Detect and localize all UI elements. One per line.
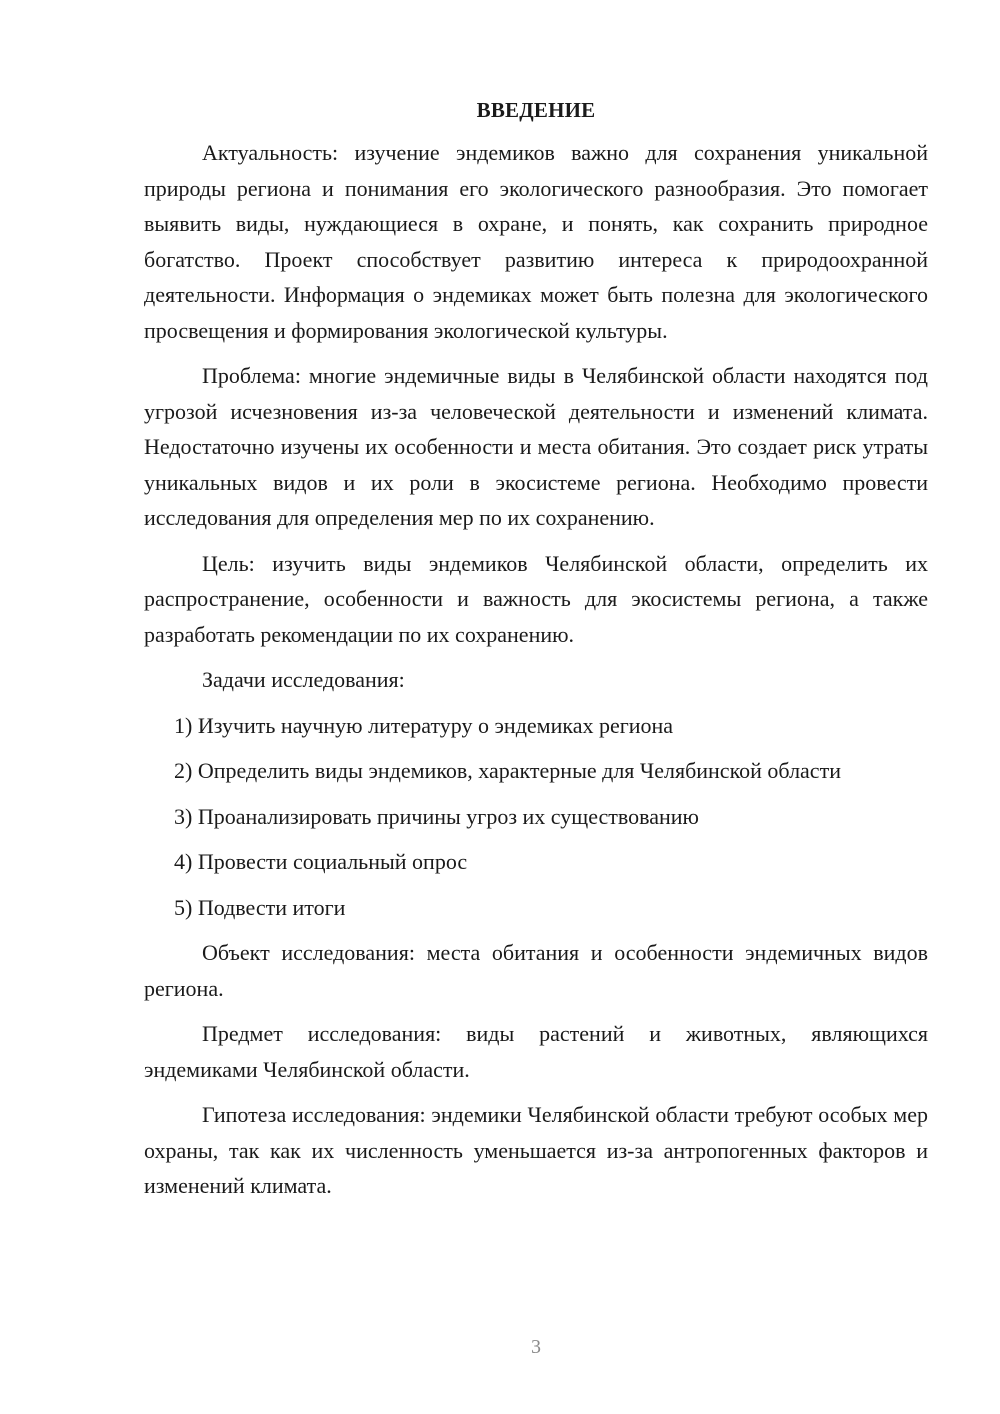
- task-item-1: 1) Изучить научную литературу о эндемиках региона: [174, 712, 674, 738]
- goal-paragraph: Цель: изучить виды эндемиков Челябинской области, определить их распространение, особенности и важность для экосистемы региона, а также разработать рекомендации по их сохранению.: [144, 550, 928, 647]
- relevance-paragraph: Актуальность: изучение эндемиков важно для сохранения уникальной природы региона и понимания его экологического разнообразия. Это помогает выявить виды, нуждающиеся в охране, и понять, как сохранить природное богатство. Проект способствует развитию интереса к природоохранной деятельности. Информация о эндемиках может быть полезна для экологического просвещения и формирования экологической культуры.: [144, 140, 928, 343]
- document-page: [144, 96, 928, 1214]
- problem-paragraph: Проблема: многие эндемичные виды в Челябинской области находятся под угрозой исчезновения из-за человеческой деятельности и изменений климата. Недостаточно изучены их особенности и места обитания. Это создает риск утраты уникальных видов и их роли в экосистеме региона. Необходимо провести исследования для определения мер по их сохранению.: [144, 363, 928, 530]
- task-item-5: 5) Подвести итоги: [174, 894, 346, 920]
- task-item-2: 2) Определить виды эндемиков, характерные для Челябинской области: [174, 758, 841, 783]
- tasks-heading: Задачи исследования:: [202, 667, 405, 692]
- subject-paragraph: Предмет исследования: виды растений и животных, являющихся эндемиками Челябинской области.: [144, 1021, 928, 1082]
- task-item-3: 3) Проанализировать причины угроз их существованию: [174, 803, 699, 829]
- object-paragraph: Объект исследования: места обитания и особенности эндемичных видов региона.: [144, 940, 928, 1001]
- task-item-4: 4) Провести социальный опрос: [174, 849, 468, 874]
- hypothesis-paragraph: Гипотеза исследования: эндемики Челябинской области требуют особых мер охраны, так как их численность уменьшается из-за антропогенных факторов и изменений климата.: [144, 1102, 928, 1198]
- section-title: ВВЕДЕНИЕ: [476, 98, 596, 122]
- page-number: 3: [531, 1336, 541, 1358]
